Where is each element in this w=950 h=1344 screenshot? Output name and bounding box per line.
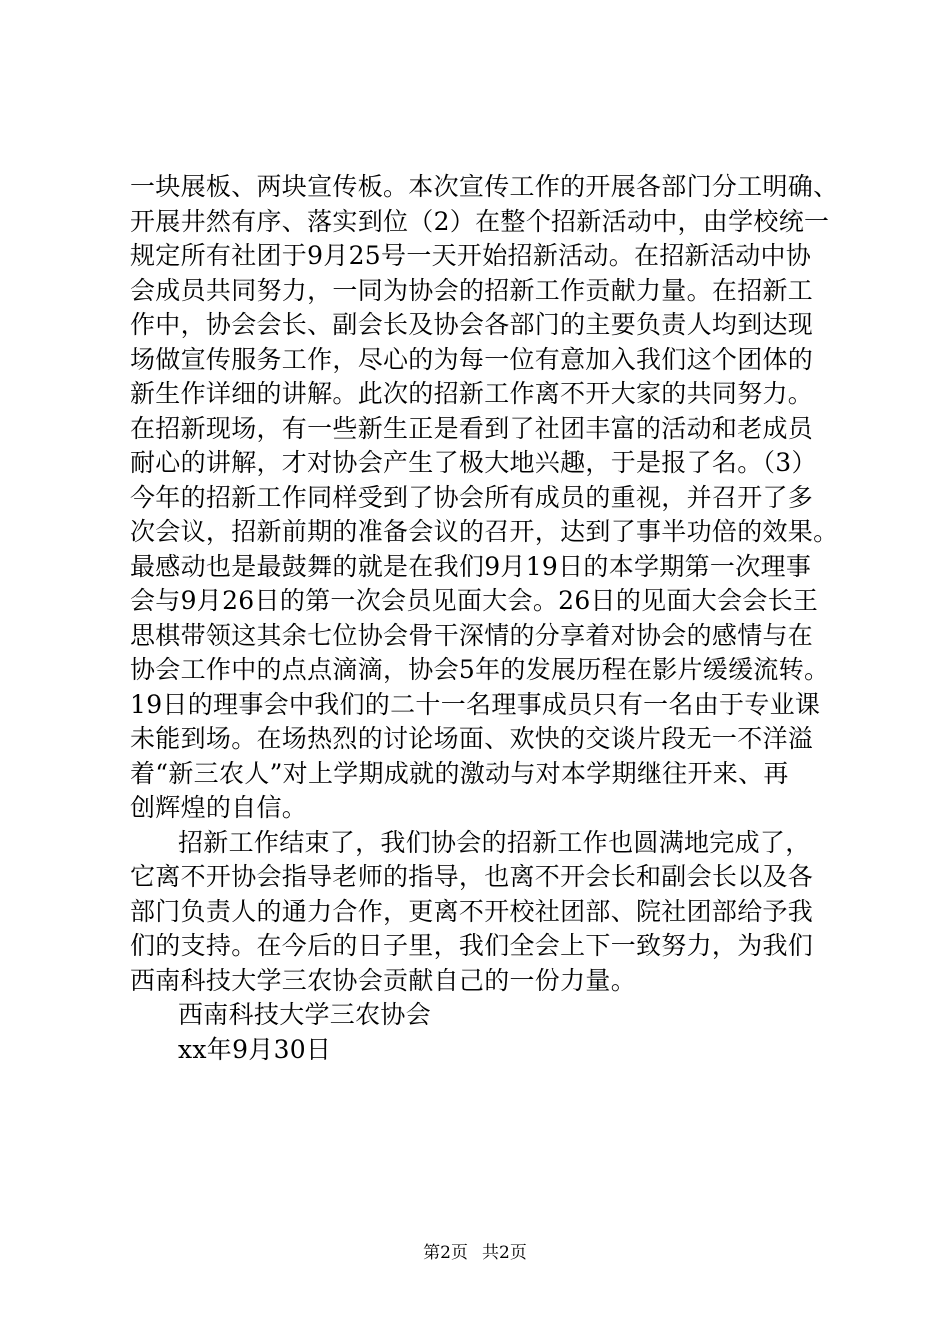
text-line: 思棋带领这其余七位协会骨干深情的分享着对协会的感情与在 [130, 620, 814, 650]
text-line: 创辉煌的自信。 [130, 793, 308, 822]
text-line: 作中，协会会长、副会长及协会各部门的主要负责人均到达现 [130, 310, 814, 339]
page-number-current: 第2页 [423, 1243, 468, 1263]
page-footer [0, 1242, 950, 1264]
document-body [130, 170, 839, 1067]
text-line: 协会工作中的点点滴滴，协会5年的发展历程在影片缓缓流转。 [130, 655, 830, 684]
text-line: 它离不开协会指导老师的指导，也离不开会长和副会长以及各 [130, 862, 814, 891]
text-line: 开展井然有序、落实到位（2）在整个招新活动中，由学校统一 [130, 206, 830, 236]
signature-organization: 西南科技大学三农协会 [178, 1000, 432, 1029]
signature-date: xx年9月30日 [178, 1034, 332, 1064]
text-line: 场做宣传服务工作，尽心的为每一位有意加入我们这个团体的 [130, 344, 814, 374]
text-line: 最感动也是最鼓舞的就是在我们9月19日的本学期第一次理事 [130, 551, 812, 581]
text-line: 一块展板、两块宣传板。本次宣传工作的开展各部门分工明确、 [130, 172, 839, 201]
text-line: 未能到场。在场热烈的讨论场面、欢快的交谈片段无一不洋溢 [130, 724, 814, 753]
text-line: 规定所有社团于9月25号一天开始招新活动。在招新活动中协 [130, 241, 812, 270]
text-line: 新生作详细的讲解。此次的招新工作离不开大家的共同努力。 [130, 379, 814, 408]
text-line: 招新工作结束了，我们协会的招新工作也圆满地完成了， [178, 827, 811, 857]
text-line: 耐心的讲解，才对协会产生了极大地兴趣，于是报了名。（3） [130, 448, 817, 477]
text-line: 今年的招新工作同样受到了协会所有成员的重视，并召开了多 [130, 482, 814, 512]
text-line: 会与9月26日的第一次会员见面大会。26日的见面大会会长王 [130, 586, 819, 615]
text-line: 会成员共同努力，一同为协会的招新工作贡献力量。在招新工 [130, 275, 814, 305]
page-number-total: 共2页 [482, 1243, 527, 1263]
text-line: 在招新现场，有一些新生正是看到了社团丰富的活动和老成员 [130, 413, 814, 443]
text-line: 次会议，招新前期的准备会议的召开，达到了事半功倍的效果。 [130, 517, 839, 546]
text-line: 们的支持。在今后的日子里，我们全会上下一致努力，为我们 [130, 931, 814, 960]
text-line: 部门负责人的通力合作，更离不开校社团部、院社团部给予我 [130, 896, 814, 926]
text-line: 19日的理事会中我们的二十一名理事成员只有一名由于专业课 [130, 689, 821, 719]
text-line: 着“新三农人”对上学期成就的激动与对本学期继往开来、再 [130, 758, 789, 788]
text-line: 西南科技大学三农协会贡献自己的一份力量。 [130, 965, 637, 995]
